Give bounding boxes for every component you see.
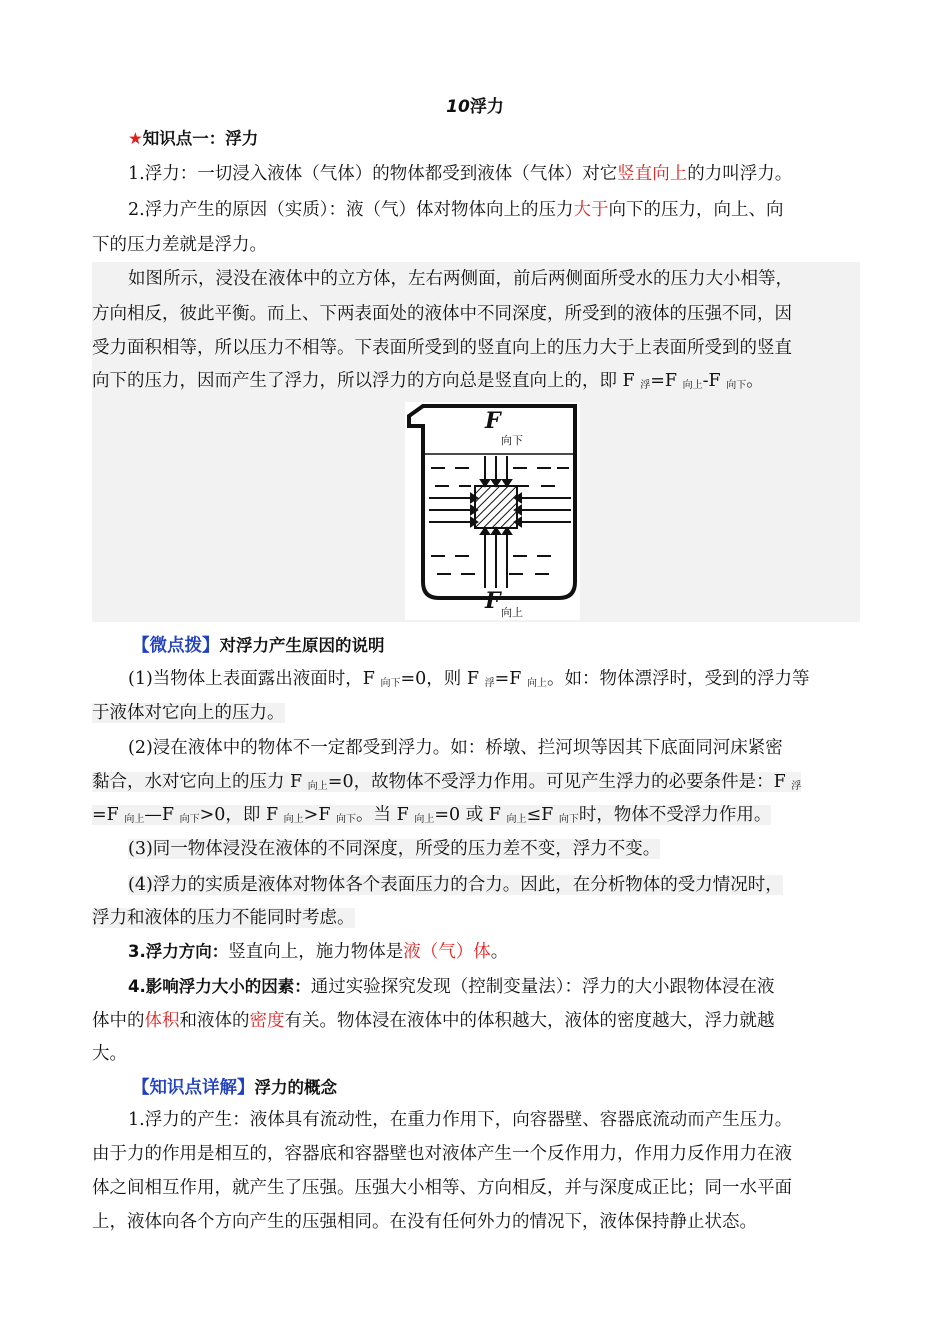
p3-line2: 方向相反，彼此平衡。而上、下两表面处的液体中不同深度，所受到的液体的压强不同，因 xyxy=(92,304,792,324)
p6-line2: 由于力的作用是相互的，容器底和容器壁也对液体产生一个反作用力，作用力反作用力在液 xyxy=(92,1144,792,1164)
p5-line1: 4.影响浮力大小的因素：通过实验探究发现（控制变量法）：浮力的大小跟物体浸在液 xyxy=(128,977,775,997)
p3-line1: 如图所示，浸没在液体中的立方体，左右两侧面，前后两侧面所受水的压力大小相等， xyxy=(128,269,793,289)
p3-line3: 受力面积相等，所以压力不相等。下表面所受到的竖直向上的压力大于上表面所受到的竖直 xyxy=(92,338,792,358)
p2-line2: 下的压力差就是浮力。 xyxy=(92,235,267,255)
w1-line1: (1)当物体上表面露出液面时，F $_{向下}$=0，则 F $_浮$=F $_{向上}$。如：物体漂浮时，受到的浮力等 xyxy=(128,669,810,689)
p1: 1.浮力：一切浸入液体（气体）的物体都受到液体（气体）对它竖直向上的力叫浮力。 xyxy=(128,164,793,184)
w3: (3)同一物体浸没在液体的不同深度，所受的压力差不变，浮力不变。 xyxy=(128,839,661,859)
f-top-label: F xyxy=(485,408,501,434)
p6-line4: 上，液体向各个方向产生的压强相同。在没有任何外力的情况下，液体保持静止状态。 xyxy=(92,1212,757,1232)
f-top-sub: 向下 xyxy=(501,434,523,447)
buoyancy-beaker-figure xyxy=(405,402,580,620)
w4-line1: (4)浮力的实质是液体对物体各个表面压力的合力。因此，在分析物体的受力情况时， xyxy=(128,875,783,895)
w1-line2: 于液体对它向上的压力。 xyxy=(92,703,285,723)
star-icon: ★ xyxy=(128,129,143,148)
p5-line3: 大。 xyxy=(92,1044,127,1064)
kp1-heading: ★知识点一：浮力 xyxy=(128,129,259,148)
w2-line1: (2)浸在液体中的物体不一定都受到浮力。如：桥墩、拦河坝等因其下底面同河床紧密 xyxy=(128,738,783,758)
p2-line1: 2.浮力产生的原因（实质）：液（气）体对物体向上的压力大于向下的压力，向上、向 xyxy=(128,200,784,220)
f-bottom-sub: 向上 xyxy=(501,606,523,619)
p3-line4: 向下的压力，因而产生了浮力，所以浮力的方向总是竖直向上的，即 F $_浮$=F $_{向上}$-F $_{向下}$。 xyxy=(92,371,764,391)
p4: 3.浮力方向：竖直向上，施力物体是液（气）体。 xyxy=(128,942,509,962)
p5-line2: 体中的体积和液体的密度有关。物体浸在液体中的体积越大，液体的密度越大，浮力就越 xyxy=(92,1011,775,1031)
detail-heading: 【知识点详解】浮力的概念 xyxy=(132,1078,337,1098)
w2-line2: 黏合，水对它向上的压力 F $_{向上}$=0，故物体不受浮力作用。可见产生浮力的必要条件是：F $_浮$ xyxy=(92,772,802,792)
w4-line2: 浮力和液体的压力不能同时考虑。 xyxy=(92,908,355,928)
p6-line1: 1.浮力的产生：液体具有流动性，在重力作用下，向容器壁、容器底流动而产生压力。 xyxy=(128,1110,793,1130)
page-title: 10浮力 xyxy=(446,97,504,117)
w2-line3: =F $_{向上}$—F $_{向下}$>0，即 F $_{向上}$>F $_{向下}$。当 F $_{向上}$=0 或 F $_{向上}$≤F $_{向下}$时，物体不受浮力作用。 xyxy=(92,805,772,825)
f-bottom-label: F xyxy=(485,588,501,614)
p6-line3: 体之间相互作用，就产生了压强。压强大小相等、方向相反，并与深度成正比；同一水平面 xyxy=(92,1178,792,1198)
wei-heading: 【微点拨】对浮力产生原因的说明 xyxy=(132,636,385,656)
